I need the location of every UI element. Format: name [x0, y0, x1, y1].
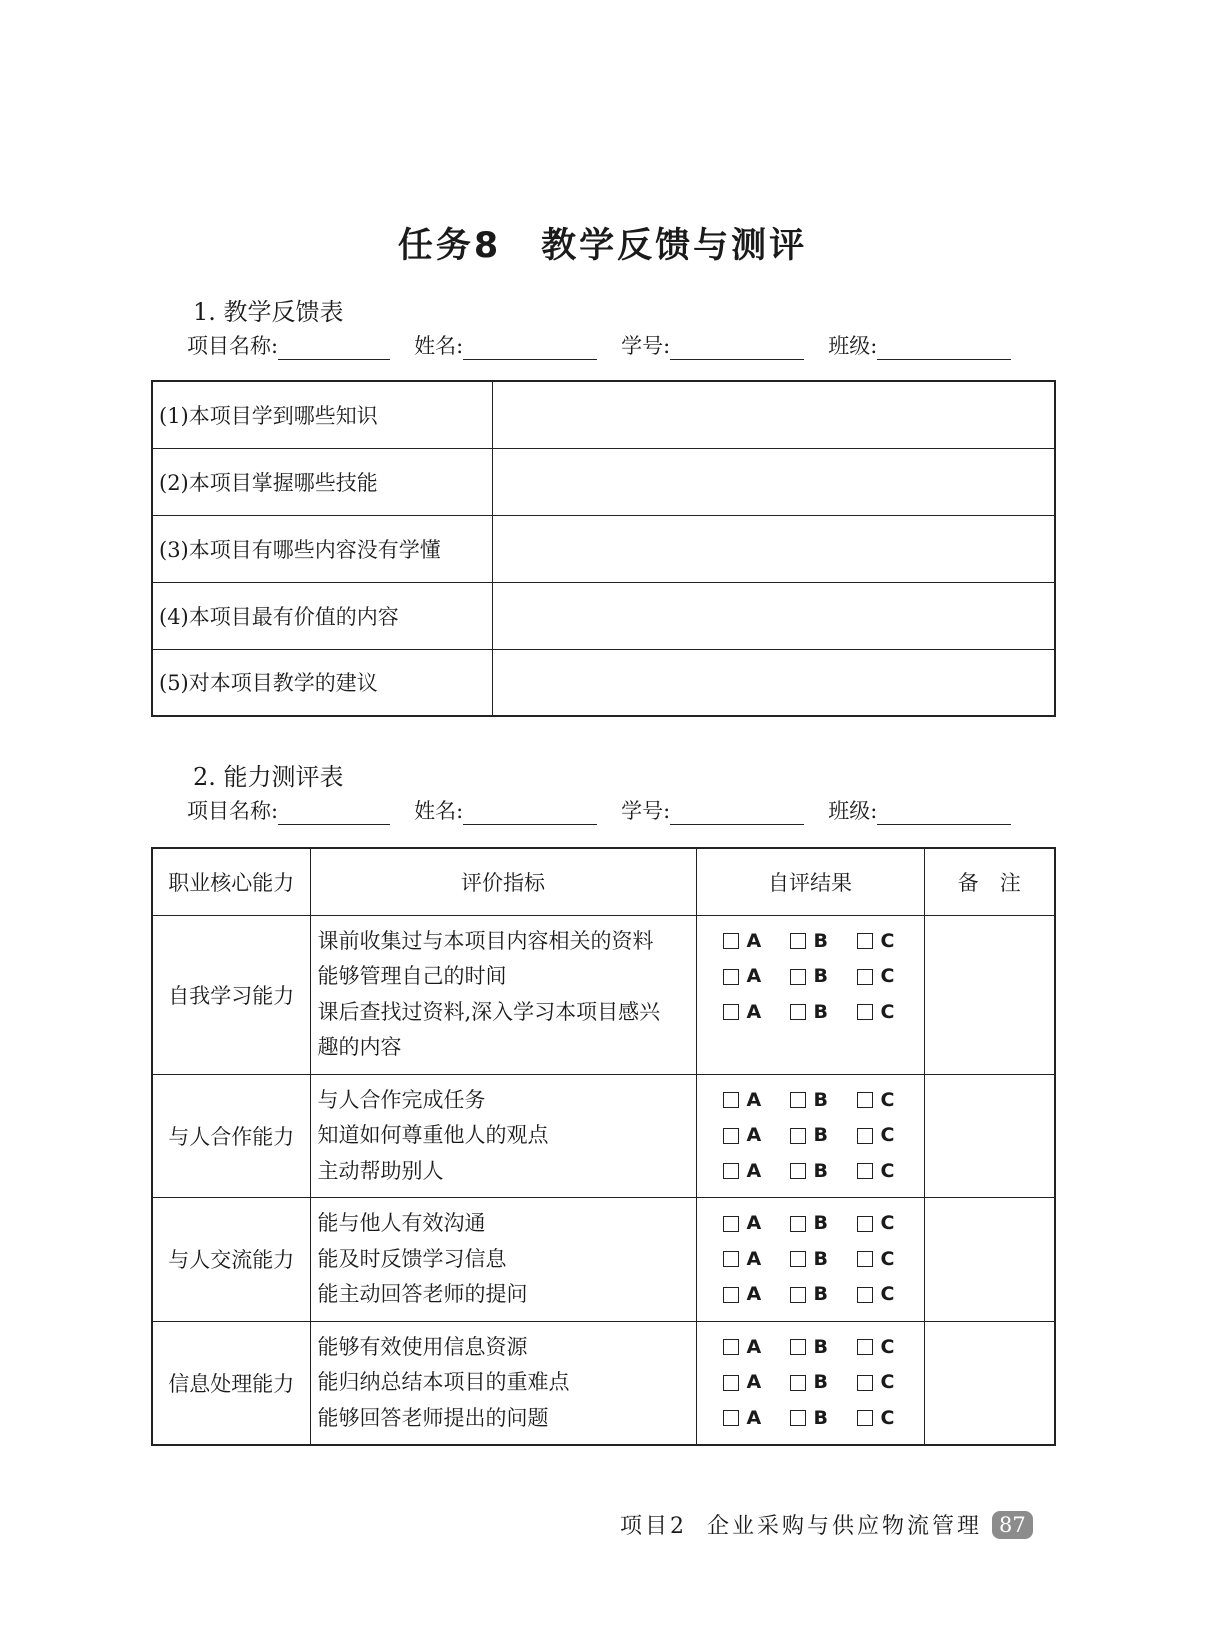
choice-label: B [813, 1000, 828, 1023]
choice-row [723, 1365, 924, 1401]
checkbox-icon[interactable] [790, 1339, 806, 1355]
question-cell: (3)本项目有哪些内容没有学懂 [152, 515, 492, 582]
choice-row [723, 995, 924, 1031]
page-footer [620, 1509, 1033, 1540]
evaluation-heading: 2. 能力测评表 [193, 763, 344, 791]
table-row [152, 448, 1055, 515]
results-cell [696, 1198, 924, 1322]
checkbox-icon[interactable] [857, 1128, 873, 1144]
class-field[interactable] [877, 803, 1011, 825]
feedback-heading: 1. 教学反馈表 [193, 298, 344, 326]
question-cell: (5)对本项目教学的建议 [152, 649, 492, 716]
answer-cell[interactable] [492, 649, 1055, 716]
choice-option[interactable] [790, 1118, 857, 1154]
checkbox-icon[interactable] [790, 1375, 806, 1391]
choice-option[interactable] [857, 995, 924, 1031]
checkbox-icon[interactable] [790, 969, 806, 985]
choice-option[interactable] [790, 995, 857, 1031]
checkbox-icon[interactable] [857, 1004, 873, 1020]
header-self-evaluation: 自评结果 [696, 848, 924, 915]
question-cell: (2)本项目掌握哪些技能 [152, 448, 492, 515]
checkbox-icon[interactable] [723, 1339, 739, 1355]
choice-option[interactable] [857, 1118, 924, 1154]
class-field[interactable] [877, 338, 1011, 360]
checkbox-icon[interactable] [790, 933, 806, 949]
feedback-info-row [187, 330, 1047, 360]
choice-option[interactable] [790, 1330, 857, 1366]
student-id-field[interactable] [670, 803, 804, 825]
choice-option[interactable] [790, 1277, 857, 1313]
choice-option[interactable] [723, 1206, 790, 1242]
indicator-item: 能够管理自己的时间 [317, 964, 507, 988]
class-label: 班级: [828, 334, 878, 358]
choice-label: A [746, 1000, 762, 1023]
choice-row [723, 1277, 924, 1313]
choice-option[interactable] [723, 1242, 790, 1278]
indicator-item: 能够有效使用信息资源 [317, 1334, 528, 1359]
choice-option[interactable] [857, 1330, 924, 1366]
indicators-cell [310, 1321, 696, 1445]
choice-option[interactable] [857, 1154, 924, 1190]
choice-label: C [880, 1335, 895, 1358]
choice-label: A [746, 965, 762, 987]
checkbox-icon[interactable] [790, 1163, 806, 1179]
table-row [152, 582, 1055, 649]
choice-label: B [813, 1247, 828, 1270]
choice-option[interactable] [857, 1277, 924, 1313]
evaluation-info-row [187, 795, 1047, 825]
checkbox-icon[interactable] [790, 1251, 806, 1267]
checkbox-icon[interactable] [723, 1216, 739, 1232]
choice-option[interactable] [790, 924, 857, 960]
table-row [152, 1321, 1055, 1445]
choice-label: B [813, 1371, 828, 1393]
choice-option[interactable] [723, 995, 790, 1031]
choice-option[interactable] [857, 1401, 924, 1437]
choice-option[interactable] [790, 1242, 857, 1278]
checkbox-icon[interactable] [723, 1410, 739, 1426]
choice-option[interactable] [790, 959, 857, 995]
table-row [152, 649, 1055, 716]
choice-label: C [880, 965, 895, 987]
answer-cell[interactable] [492, 381, 1055, 448]
checkbox-icon[interactable] [723, 933, 739, 949]
checkbox-icon[interactable] [857, 1287, 873, 1303]
checkbox-icon[interactable] [790, 1287, 806, 1303]
results-cell [696, 1074, 924, 1198]
name-label: 姓名: [414, 799, 464, 823]
choice-label: C [880, 1159, 895, 1182]
indicator-item: 能与他人有效沟通 [317, 1211, 486, 1235]
checkbox-icon[interactable] [790, 1410, 806, 1426]
table-row [152, 915, 1055, 1074]
choice-label: C [880, 1247, 895, 1270]
answer-cell[interactable] [492, 515, 1055, 582]
question-cell: (4)本项目最有价值的内容 [152, 582, 492, 649]
name-label: 姓名: [414, 334, 464, 358]
table-row [152, 1198, 1055, 1322]
evaluation-table [151, 847, 1056, 1446]
remarks-cell[interactable] [924, 915, 1055, 1074]
indicator-item: 能及时反馈学习信息 [317, 1246, 507, 1271]
checkbox-icon[interactable] [723, 1287, 739, 1303]
choice-label: A [746, 1088, 762, 1111]
page-number: 87 [992, 1511, 1033, 1539]
checkbox-icon[interactable] [790, 1128, 806, 1144]
indicator-item: 能主动回答老师的提问 [317, 1282, 528, 1306]
checkbox-icon[interactable] [790, 1004, 806, 1020]
remarks-cell[interactable] [924, 1198, 1055, 1322]
choice-row [723, 1242, 924, 1278]
table-row [152, 381, 1055, 448]
indicators-cell [310, 1074, 696, 1198]
choice-label: A [746, 1406, 762, 1429]
indicator-item: 与人合作完成任务 [317, 1087, 486, 1112]
table-row [152, 1074, 1055, 1198]
remarks-cell[interactable] [924, 1321, 1055, 1445]
choice-label: B [813, 1088, 828, 1111]
choice-label: C [880, 1124, 895, 1146]
choice-option[interactable] [723, 1401, 790, 1437]
choice-label: C [880, 1212, 895, 1234]
choice-option[interactable] [723, 1118, 790, 1154]
choice-option[interactable] [723, 1277, 790, 1313]
indicator-item: 课前收集过与本项目内容相关的资料 [317, 928, 654, 953]
choice-label: A [746, 929, 762, 952]
header-indicators: 评价指标 [310, 848, 696, 915]
choice-option[interactable] [790, 1365, 857, 1401]
task-title: 教学反馈与测评 [541, 226, 808, 266]
remarks-cell[interactable] [924, 1074, 1055, 1198]
choice-label: C [880, 1371, 895, 1393]
answer-cell[interactable] [492, 582, 1055, 649]
checkbox-icon[interactable] [857, 1375, 873, 1391]
choice-row [723, 1401, 924, 1437]
choice-option[interactable] [857, 1365, 924, 1401]
question-cell: (1)本项目学到哪些知识 [152, 381, 492, 448]
choice-row [723, 959, 924, 995]
checkbox-icon[interactable] [723, 1375, 739, 1391]
checkbox-icon[interactable] [857, 1251, 873, 1267]
project-name-field[interactable] [278, 338, 390, 360]
table-row [152, 515, 1055, 582]
choice-label: A [746, 1247, 762, 1270]
choice-label: A [746, 1124, 762, 1146]
indicator-item: 主动帮助别人 [317, 1158, 444, 1183]
choice-option[interactable] [723, 1154, 790, 1190]
choice-option[interactable] [790, 1083, 857, 1119]
choice-label: B [813, 929, 828, 952]
checkbox-icon[interactable] [723, 969, 739, 985]
choice-label: A [746, 1159, 762, 1182]
results-cell [696, 915, 924, 1074]
ability-cell: 与人交流能力 [152, 1198, 310, 1322]
checkbox-icon[interactable] [857, 933, 873, 949]
checkbox-icon[interactable] [857, 1216, 873, 1232]
choice-row [723, 1118, 924, 1154]
class-label: 班级: [828, 799, 878, 823]
checkbox-icon[interactable] [723, 1092, 739, 1108]
name-field[interactable] [463, 803, 597, 825]
choice-label: B [813, 1406, 828, 1429]
choice-row [723, 924, 924, 960]
ability-cell: 信息处理能力 [152, 1321, 310, 1445]
choice-label: C [880, 1000, 895, 1023]
choice-option[interactable] [857, 959, 924, 995]
checkbox-icon[interactable] [790, 1092, 806, 1108]
checkbox-icon[interactable] [857, 1092, 873, 1108]
indicators-cell [310, 915, 696, 1074]
choice-label: A [746, 1371, 762, 1393]
page-title [0, 218, 1205, 268]
answer-cell[interactable] [492, 448, 1055, 515]
project-name-label: 项目名称: [187, 334, 279, 358]
header-ability: 职业核心能力 [152, 848, 310, 915]
checkbox-icon[interactable] [857, 1339, 873, 1355]
choice-option[interactable] [790, 1154, 857, 1190]
checkbox-icon[interactable] [723, 1128, 739, 1144]
choice-row [723, 1206, 924, 1242]
choice-option[interactable] [790, 1401, 857, 1437]
choice-label: C [880, 1283, 895, 1305]
checkbox-icon[interactable] [723, 1004, 739, 1020]
choice-option[interactable] [723, 1330, 790, 1366]
project-name-field[interactable] [278, 803, 390, 825]
project-name-label: 项目名称: [187, 799, 279, 823]
choice-option[interactable] [723, 959, 790, 995]
ability-cell: 自我学习能力 [152, 915, 310, 1074]
checkbox-icon[interactable] [857, 969, 873, 985]
choice-row [723, 1330, 924, 1366]
indicator-item: 趣的内容 [317, 1035, 402, 1059]
header-remarks: 备 注 [924, 848, 1055, 915]
indicators-cell [310, 1198, 696, 1322]
choice-label: B [813, 1335, 828, 1358]
choice-label: C [880, 1088, 895, 1111]
choice-label: A [746, 1335, 762, 1358]
indicator-item: 课后查找过资料,深入学习本项目感兴 [317, 999, 661, 1024]
choice-option[interactable] [857, 1206, 924, 1242]
name-field[interactable] [463, 338, 597, 360]
indicator-item: 知道如何尊重他人的观点 [317, 1123, 549, 1147]
choice-label: A [746, 1212, 762, 1234]
choice-label: B [813, 1159, 828, 1182]
indicator-item: 能归纳总结本项目的重难点 [317, 1370, 570, 1394]
table-header-row [152, 848, 1055, 915]
checkbox-icon[interactable] [857, 1163, 873, 1179]
choice-label: C [880, 929, 895, 952]
ability-cell: 与人合作能力 [152, 1074, 310, 1198]
choice-row [723, 1154, 924, 1190]
choice-option[interactable] [723, 1365, 790, 1401]
choice-label: B [813, 1212, 828, 1234]
footer-chapter: 企业采购与供应物流管理 [707, 1514, 983, 1539]
choice-label: B [813, 1283, 828, 1305]
student-id-label: 学号: [621, 334, 671, 358]
choice-option[interactable] [723, 1083, 790, 1119]
student-id-label: 学号: [621, 799, 671, 823]
footer-project: 项目2 [620, 1514, 687, 1539]
choice-row [723, 1083, 924, 1119]
indicator-item: 能够回答老师提出的问题 [317, 1405, 549, 1430]
choice-label: C [880, 1406, 895, 1429]
choice-label: A [746, 1283, 762, 1305]
results-cell [696, 1321, 924, 1445]
choice-option[interactable] [790, 1206, 857, 1242]
choice-option[interactable] [723, 924, 790, 960]
feedback-table [151, 380, 1056, 717]
task-number: 任务8 [397, 226, 502, 266]
choice-label: B [813, 1124, 828, 1146]
choice-option[interactable] [857, 1242, 924, 1278]
checkbox-icon[interactable] [857, 1410, 873, 1426]
checkbox-icon[interactable] [790, 1216, 806, 1232]
choice-label: B [813, 965, 828, 987]
choice-option[interactable] [857, 1083, 924, 1119]
student-id-field[interactable] [670, 338, 804, 360]
checkbox-icon[interactable] [723, 1251, 739, 1267]
checkbox-icon[interactable] [723, 1163, 739, 1179]
choice-option[interactable] [857, 924, 924, 960]
